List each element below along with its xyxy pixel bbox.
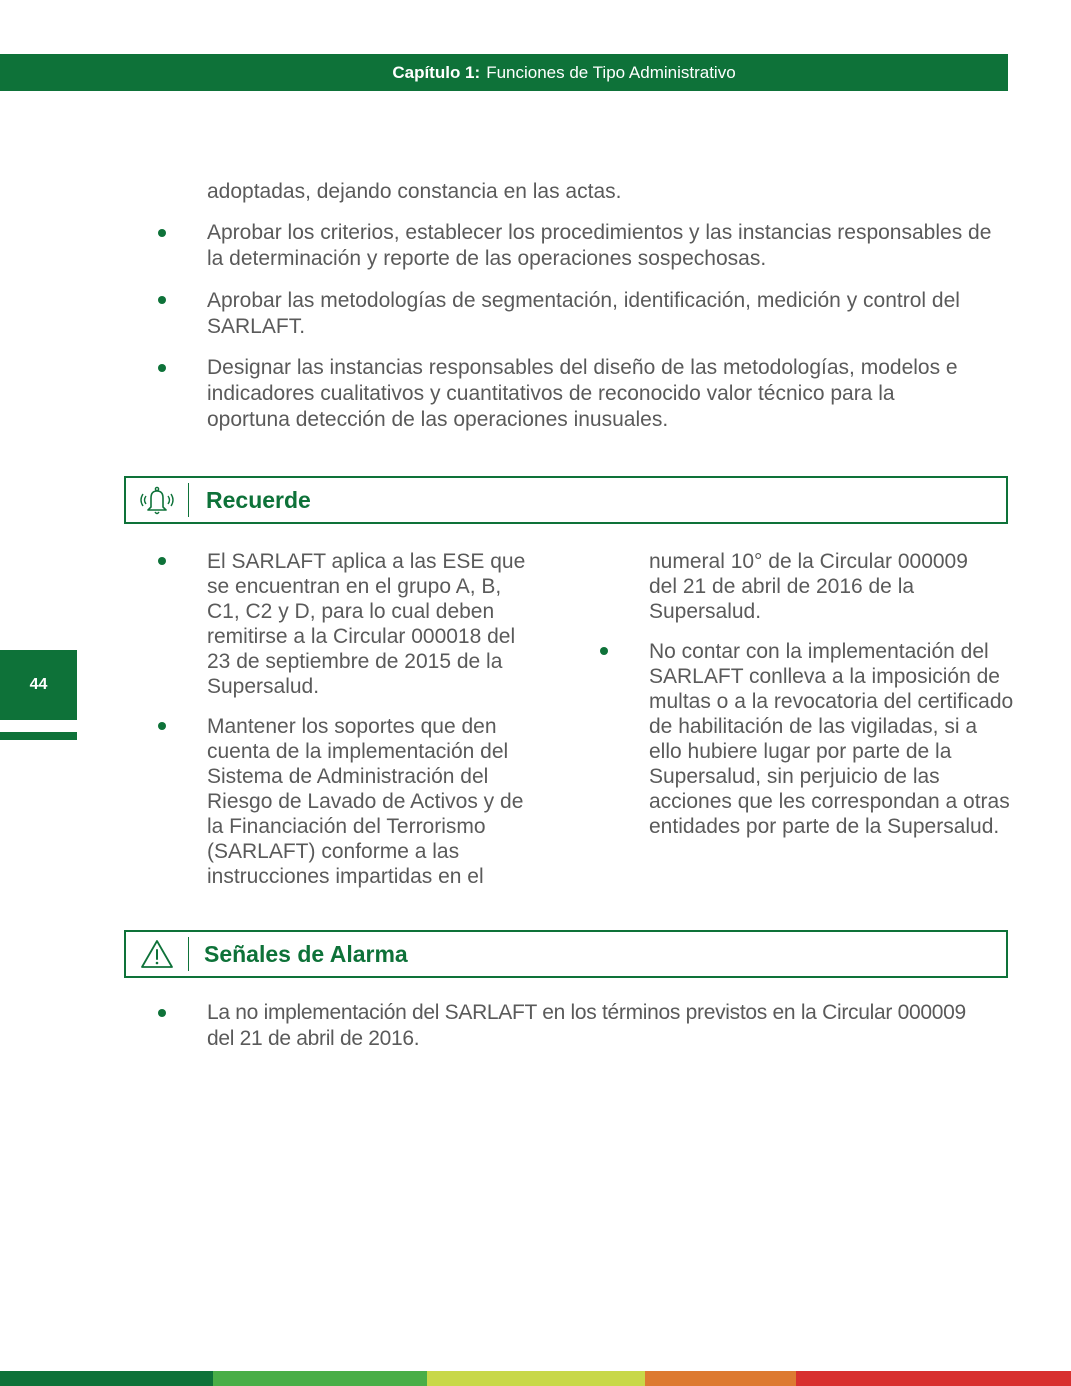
chapter-label: Capítulo 1: xyxy=(392,62,481,82)
bell-icon xyxy=(126,478,188,522)
chapter-title: Funciones de Tipo Administrativo xyxy=(486,62,736,82)
bullet-dot xyxy=(158,229,166,237)
alarma-title: Señales de Alarma xyxy=(204,941,408,967)
stripe-red xyxy=(796,1371,1071,1386)
page-number-tab xyxy=(0,650,77,720)
bullet-dot xyxy=(158,722,166,730)
divider xyxy=(188,937,189,971)
bullet-dot xyxy=(158,364,166,372)
alarma-box xyxy=(124,930,1008,978)
bullet-dot xyxy=(158,296,166,304)
intro-bullet-1: Aprobar los criterios, establecer los procedimientos y las instancias responsables de la determinación y reporte de las operaciones sospechosas. xyxy=(207,221,992,270)
page-tab-underline xyxy=(0,732,77,740)
divider xyxy=(188,483,189,517)
recuerde-right-bullet-1: No contar con la implementación del SARLAFT conlleva a la imposición de multas o a la revocatoria del certificado de habilitación de las vigiladas, si a ello hubiere lugar por parte de la Supersalud, sin perjuicio de las acciones que les correspondan a otras entidades por parte de la Supersalud. xyxy=(649,640,1014,838)
page-number: 44 xyxy=(29,676,48,693)
recuerde-box xyxy=(124,476,1008,524)
stripe-green xyxy=(213,1371,427,1386)
footer-color-stripes xyxy=(0,1371,1071,1386)
bullet-dot xyxy=(158,1009,166,1017)
bullet-dot xyxy=(600,647,608,655)
intro-bullet-2: Aprobar las metodologías de segmentación, identificación, medición y control del SARLAFT. xyxy=(207,289,960,338)
alarma-bullet-1: La no implementación del SARLAFT en los términos previstos en la Circular 000009 del 21 de abril de 2016. xyxy=(207,1001,966,1050)
recuerde-title: Recuerde xyxy=(206,487,311,513)
stripe-orange xyxy=(645,1371,796,1386)
chapter-header xyxy=(0,54,1008,91)
intro-bullet-3: Designar las instancias responsables del diseño de las metodologías, modelos e indicadores cualitativos y cuantitativos de reconocido valor técnico para la oportuna detección de las operaciones inusuales. xyxy=(207,356,958,431)
recuerde-left-bullet-1: El SARLAFT aplica a las ESE que se encuentran en el grupo A, B, C1, C2 y D, para lo cual deben remitirse a la Circular 000018 del 23 de septiembre de 2015 de la Supersalud. xyxy=(207,550,526,698)
recuerde-left-bullet-2: Mantener los soportes que den cuenta de la implementación del Sistema de Administración del Riesgo de Lavado de Activos y de la Financiación del Terrorismo (SARLAFT) conforme a las instrucciones impartidas en el xyxy=(207,715,524,888)
intro-continuation: adoptadas, dejando constancia en las actas. xyxy=(207,180,622,203)
bullet-dot xyxy=(158,557,166,565)
stripe-dark-green xyxy=(0,1371,213,1386)
warning-icon xyxy=(126,932,188,976)
recuerde-right-continuation: numeral 10° de la Circular 000009 del 21 de abril de 2016 de la Supersalud. xyxy=(649,550,968,623)
stripe-lime xyxy=(427,1371,645,1386)
